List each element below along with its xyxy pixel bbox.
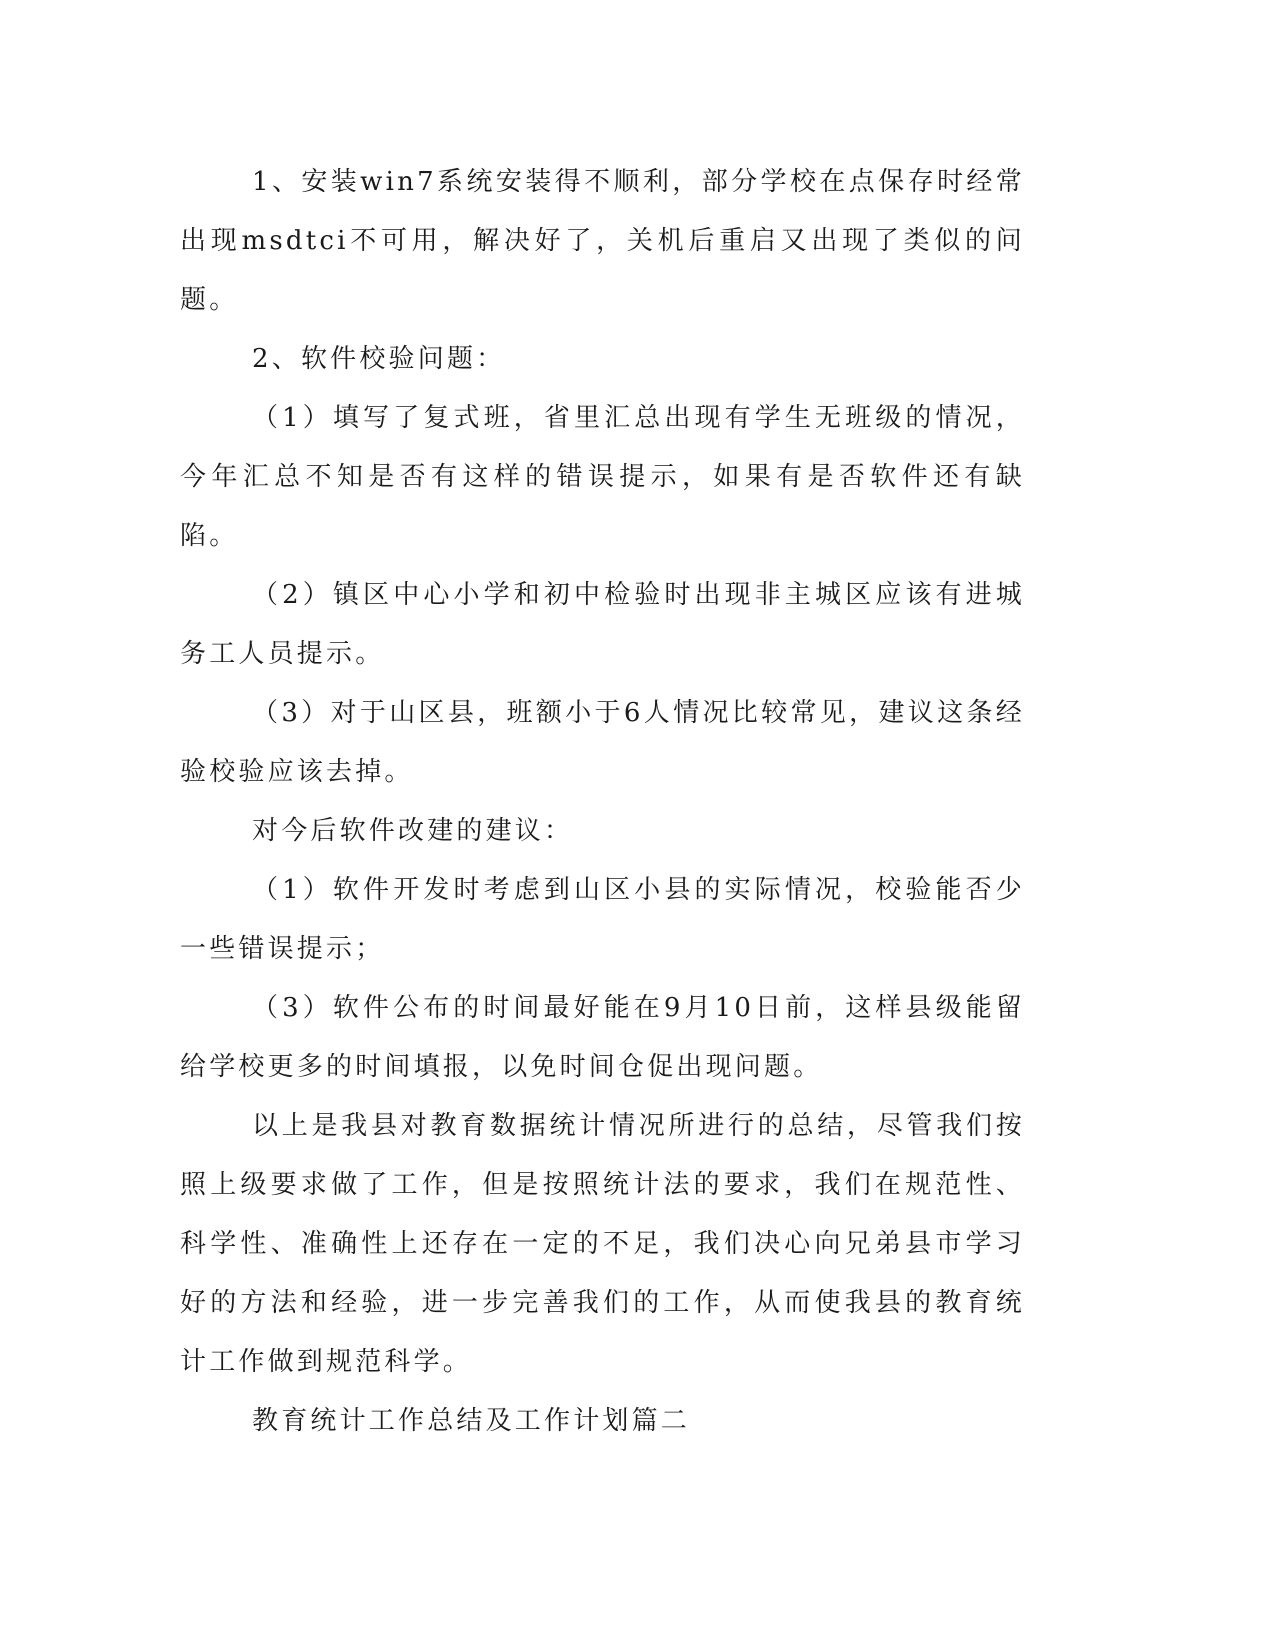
paragraph-validation-item-3: （3）对于山区县，班额小于6人情况比较常见，建议这条经验校验应该去掉。 bbox=[180, 698, 1025, 787]
section-title: 教育统计工作总结及工作计划篇二 bbox=[252, 1406, 691, 1436]
paragraph-suggestions-heading: 对今后软件改建的建议： bbox=[252, 816, 574, 846]
paragraph-install-issue: 1、安装win7系统安装得不顺利，部分学校在点保存时经常出现msdtci不可用，解决好了，关机后重启又出现了类似的问题。 bbox=[180, 167, 1025, 315]
paragraph-conclusion: 以上是我县对教育数据统计情况所进行的总结，尽管我们按照上级要求做了工作，但是按照统计法的要求，我们在规范性、科学性、准确性上还存在一定的不足，我们决心向兄弟县市学习好的方法和经验，进一步完善我们的工作，从而使我县的教育统计工作做到规范科学。 bbox=[180, 1111, 1025, 1377]
paragraph-validation-heading: 2、软件校验问题： bbox=[252, 344, 506, 374]
paragraph-validation-item-1: （1）填写了复式班，省里汇总出现有学生无班级的情况，今年汇总不知是否有这样的错误提示，如果有是否软件还有缺陷。 bbox=[180, 403, 1025, 551]
paragraph-validation-item-2: （2）镇区中心小学和初中检验时出现非主城区应该有进城务工人员提示。 bbox=[180, 580, 1025, 669]
document-body bbox=[180, 153, 1025, 1451]
paragraph-suggestion-item-3: （3）软件公布的时间最好能在9月10日前，这样县级能留给学校更多的时间填报，以免时间仓促出现问题。 bbox=[180, 993, 1025, 1082]
paragraph-suggestion-item-1: （1）软件开发时考虑到山区小县的实际情况，校验能否少一些错误提示； bbox=[180, 875, 1025, 964]
